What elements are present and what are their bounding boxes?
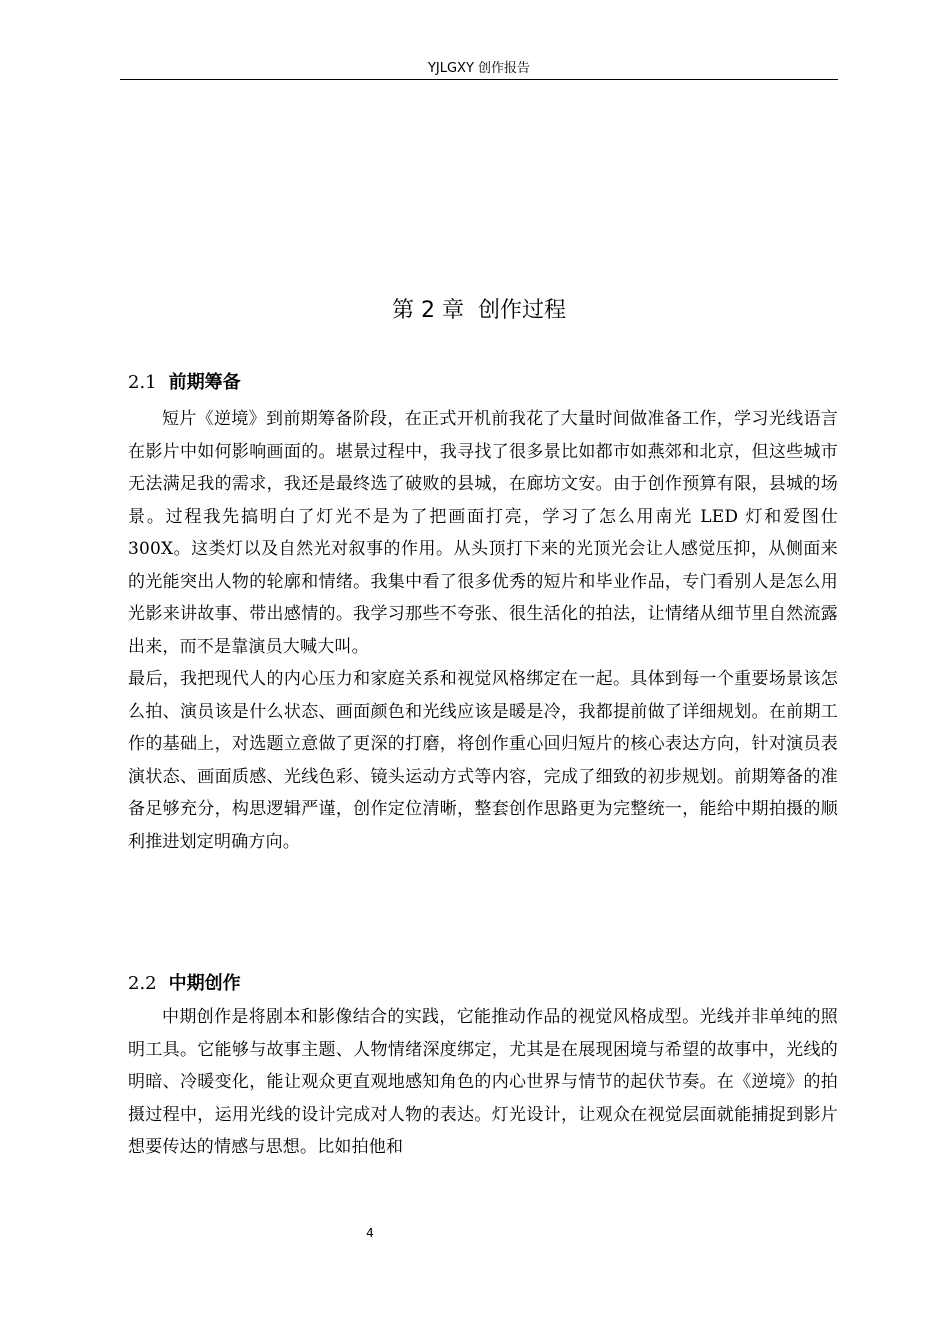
section-number: 2.2 (128, 973, 157, 994)
section-body-2-1 (128, 403, 838, 858)
section-heading-2-2 (128, 971, 241, 997)
section-number: 2.1 (128, 372, 157, 393)
section-body-2-2 (128, 1001, 838, 1164)
chapter-title (120, 296, 838, 326)
running-header: YJLGXY 创作报告 (427, 61, 531, 76)
paragraph: 短片《逆境》到前期筹备阶段，在正式开机前我花了大量时间做准备工作，学习光线语言在影片中如何影响画面的。堪景过程中，我寻找了很多景比如都市如燕郊和北京，但这些城市无法满足我的需求，我还是最终选了破败的县城，在廊坊文安。由于创作预算有限，县城的场景。过程我先搞明白了灯光不是为了把画面打亮，学习了怎么用南光 LED 灯和爱图仕 300X。这类灯以及自然光对叙事的作用。从头顶打下来的光顶光会让人感觉压抑，从侧面来的光能突出人物的轮廓和情绪。我集中看了很多优秀的短片和毕业作品，专门看别人是怎么用光影来讲故事、带出感情的。我学习那些不夸张、很生活化的拍法，让情绪从细节里自然流露出来，而不是靠演员大喊大叫。 (128, 409, 838, 657)
page-number: 4 (366, 1226, 374, 1240)
section-title: 前期筹备 (168, 372, 241, 393)
header-rule (120, 79, 838, 80)
chapter-number: 第 2 章 (392, 298, 464, 323)
section-title: 中期创作 (168, 973, 241, 994)
section-heading-2-1 (128, 370, 241, 396)
paragraph: 中期创作是将剧本和影像结合的实践，它能推动作品的视觉风格成型。光线并非单纯的照明工具。它能够与故事主题、人物情绪深度绑定，尤其是在展现困境与希望的故事中，光线的明暗、冷暖变化，能让观众更直观地感知角色的内心世界与情节的起伏节奏。在《逆境》的拍摄过程中，运用光线的设计完成对人物的表达。灯光设计，让观众在视觉层面就能捕捉到影片想要传达的情感与思想。比如拍他和 (128, 1007, 838, 1157)
chapter-name: 创作过程 (477, 298, 566, 323)
paragraph: 最后，我把现代人的内心压力和家庭关系和视觉风格绑定在一起。具体到每一个重要场景该怎么拍、演员该是什么状态、画面颜色和光线应该是暖是冷，我都提前做了详细规划。在前期工作的基础上，对选题立意做了更深的打磨，将创作重心回归短片的核心表达方向，针对演员表演状态、画面质感、光线色彩、镜头运动方式等内容，完成了细致的初步规划。前期筹备的准备足够充分，构思逻辑严谨，创作定位清晰，整套创作思路更为完整统一，能给中期拍摄的顺利推进划定明确方向。 (128, 669, 838, 852)
